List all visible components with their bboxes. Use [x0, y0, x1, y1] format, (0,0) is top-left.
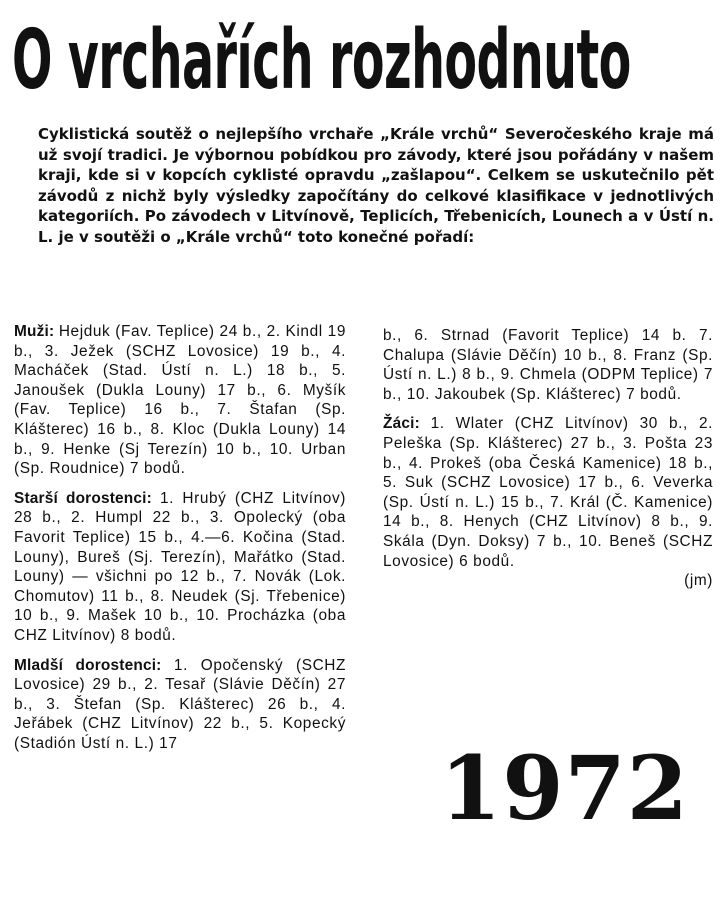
results-zaci — [383, 414, 713, 571]
lead-paragraph: Cyklistická soutěž o nejlepšího vrchaře „Krále vrchů“ Severočeského kraje má už svojí tradici. Je výbornou pobídkou pro závody, které jsou pořádány v našem kraji, kde si v kopcích cyklisté opravdu „zašlapou“. Celkem se uskutečnilo pět závodů z nichž byly výsledky započítány do celkové klasifikace v jednotlivých kategoriích. Po závodech v Litvínově, Teplicích, Třebenicích, Lounech a v Ústí n. L. je v soutěži o „Krále vrchů“ toto konečné pořadí: — [38, 125, 714, 246]
results-text-zaci: 1. Wlater (CHZ Litvínov) 30 b., 2. Peleška (Sp. Klášterec) 27 b., 3. Pošta 23 b., 4. Prokeš (oba Česká Kamenice) 18 b., 5. Suk (SCHZ Lovosice) 17 b., 6. Veverka (Sp. Ústí n. L.) 15 b., 7. Král (Č. Kamenice) 14 b., 8. Henych (CHZ Litvínov) 8 b., 9. Skála (Dyn. Doksy) 7 b., 10. Beneš (SCHZ Lovosice) 6 bodů. — [383, 415, 713, 570]
year-stamp: 1972 — [440, 736, 689, 840]
results-text-muzi: Hejduk (Fav. Teplice) 24 b., 2. Kindl 19 b., 3. Ježek (SCHZ Lovosice) 19 b., 4. Macháček (Stad. Ústí n. L.) 18 b., 5. Janoušek (Dukla Louny) 17 b., 6. Myšík (Fav. Teplice) 16 b., 7. Štafan (Sp. Klášterec) 16 b., 8. Kloc (Dukla Louny) 14 b., 9. Henke (Sj Terezín) 10 b., 10. Urban (Sp. Roudnice) 7 bodů. — [14, 323, 347, 478]
results-column-right — [383, 326, 713, 591]
author-signature: (jm) — [684, 572, 713, 590]
category-heading-mladsi-dorostenci: Mladší dorostenci: — [14, 656, 174, 674]
category-heading-zaci: Žáci: — [383, 415, 431, 433]
category-heading-starsi-dorostenci: Starší dorostenci: — [14, 489, 160, 507]
results-mladsi-dorostenci — [14, 656, 346, 754]
headline: O vrchařích rozhodnuto — [12, 13, 631, 108]
results-column-left — [14, 322, 346, 763]
results-text-mladsi-dorostenci: 1. Opočenský (SCHZ Lovosice) 29 b., 2. Tesař (Slávie Děčín) 27 b., 3. Štefan (Sp. Klášterec) 26 b., 4. Jeřábek (CHZ Litvínov) 22 b., 5. Kopecký (Stadión Ústí n. L.) 17 — [14, 656, 346, 752]
results-starsi-dorostenci — [14, 489, 346, 646]
results-text-starsi-dorostenci: 1. Hrubý (CHZ Litvínov) 28 b., 2. Humpl 22 b., 3. Opolecký (oba Favorit Teplice) 15 b., 4.—6. Kočina (Stad. Louny), Bureš (Sj. Terezín), Mařátko (Stad. Louny) — všichni po 12 b., 7. Novák (Lok. Chomutov) 11 b., 8. Neudek (Sj. Třebenice) 10 b., 9. Mašek 10 b., 10. Procházka (oba CHZ Litvínov) 8 bodů. — [14, 489, 346, 644]
results-mladsi-dorostenci-continued: b., 6. Strnad (Favorit Teplice) 14 b. 7. Chalupa (Slávie Děčín) 10 b., 8. Franz (Sp. Ústí n. L.) 8 b., 9. Chmela (ODPM Teplice) 7 b., 10. Jakoubek (Sp. Klášterec) 7 bodů. — [383, 327, 713, 403]
results-muzi — [14, 322, 346, 479]
category-heading-muzi: Muži: — [14, 323, 59, 340]
